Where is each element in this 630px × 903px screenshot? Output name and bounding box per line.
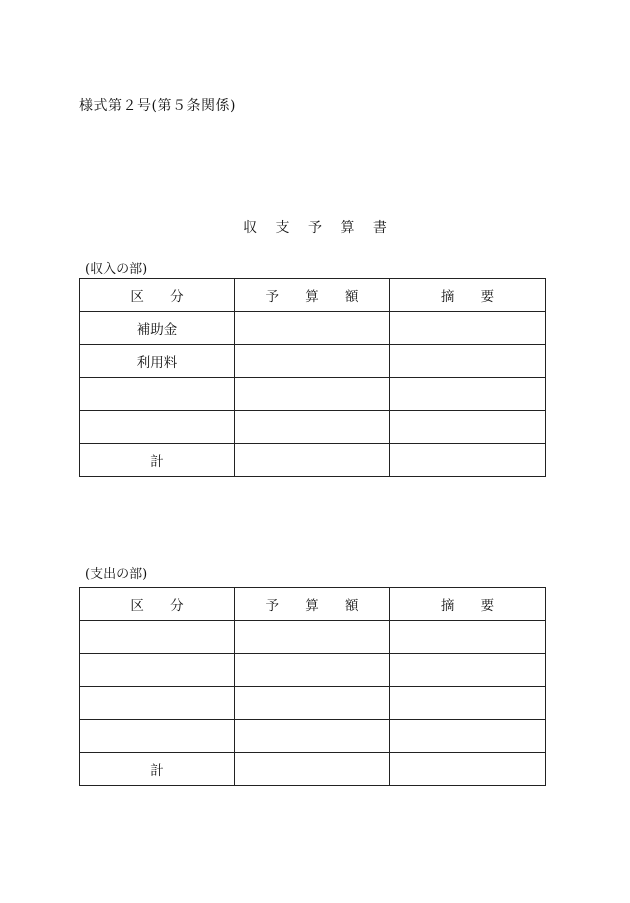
table-row: [80, 621, 546, 654]
table-row: [80, 720, 546, 753]
header-category: [80, 588, 235, 621]
table-cell: [80, 654, 235, 687]
header-category-label: 区 分: [130, 598, 184, 614]
table-cell: [390, 687, 546, 720]
table-cell: [235, 621, 390, 654]
header-budget-amount: [235, 588, 390, 621]
table-row: [80, 378, 546, 411]
table-cell: [235, 411, 390, 444]
table-cell: [235, 378, 390, 411]
table-header-row: [80, 588, 546, 621]
table-cell: [390, 312, 546, 345]
table-cell: [390, 621, 546, 654]
table-cell: 利用料: [80, 345, 235, 378]
table-cell: [80, 720, 235, 753]
header-remarks-label: 摘 要: [440, 598, 495, 614]
table-cell: [235, 345, 390, 378]
table-cell: [390, 753, 546, 786]
table-cell: [235, 444, 390, 477]
table-row: [80, 654, 546, 687]
table-cell: [235, 687, 390, 720]
header-remarks: [390, 588, 546, 621]
expense-section-label: (支出の部): [85, 567, 148, 582]
table-total-row: [80, 753, 546, 786]
header-budget-amount-label: 予 算 額: [265, 289, 359, 305]
table-cell: [235, 753, 390, 786]
table-cell: [235, 312, 390, 345]
table-row: [80, 411, 546, 444]
header-category-label: 区 分: [130, 289, 184, 305]
table-cell: [80, 411, 235, 444]
table-cell: [235, 654, 390, 687]
form-number: 様式第２号(第５条関係): [79, 98, 236, 114]
table-cell: [390, 411, 546, 444]
table-row: [80, 687, 546, 720]
table-cell: [235, 720, 390, 753]
table-cell: [390, 345, 546, 378]
header-remarks-label: 摘 要: [440, 289, 495, 305]
income-section-label: (収入の部): [85, 262, 148, 277]
document-title: 収 支 予 算 書: [243, 220, 387, 236]
header-budget-amount-label: 予 算 額: [265, 598, 359, 614]
table-cell: [390, 654, 546, 687]
table-cell: 補助金: [80, 312, 235, 345]
table-cell: [80, 378, 235, 411]
table-cell: 計: [80, 444, 235, 477]
header-remarks: [390, 279, 546, 312]
income-table: [79, 278, 546, 477]
header-category: [80, 279, 235, 312]
table-row: [80, 312, 546, 345]
table-cell: [80, 687, 235, 720]
table-cell: [390, 378, 546, 411]
table-cell: 計: [80, 753, 235, 786]
table-total-row: [80, 444, 546, 477]
table-header-row: [80, 279, 546, 312]
header-budget-amount: [235, 279, 390, 312]
table-cell: [390, 444, 546, 477]
table-cell: [390, 720, 546, 753]
expense-table: [79, 587, 546, 786]
table-cell: [80, 621, 235, 654]
table-row: [80, 345, 546, 378]
